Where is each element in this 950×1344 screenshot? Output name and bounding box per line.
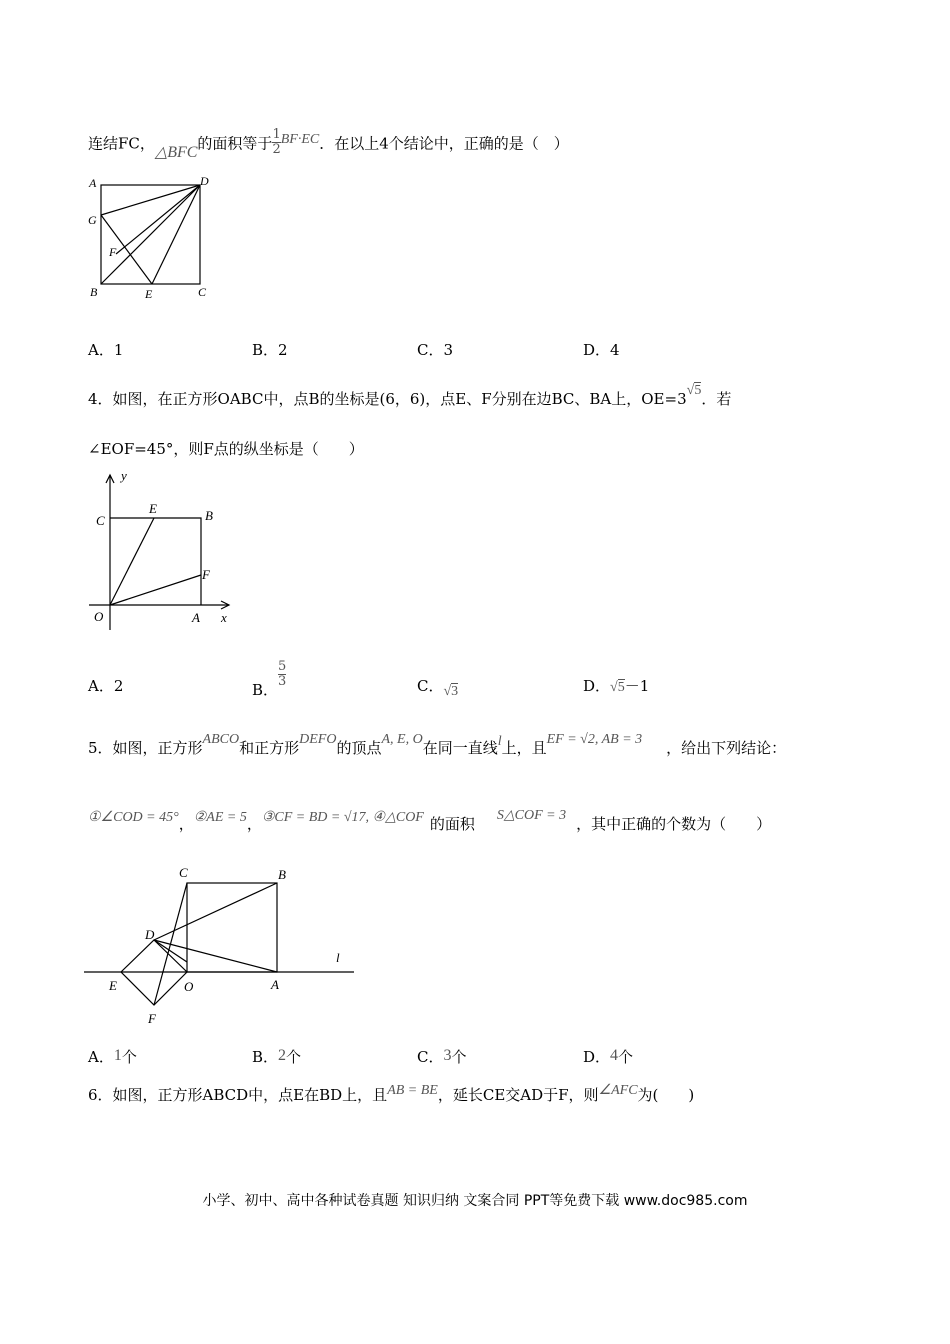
q6-line [88, 1085, 694, 1107]
q3-text-c: ．在以上4个结论中，正确的是（ ） [319, 134, 569, 153]
q5-text-5: 上，且 [501, 739, 547, 757]
q5-option-d [583, 1047, 633, 1068]
q3-option-c: C．3 [417, 341, 454, 359]
q4-option-c [417, 676, 458, 698]
q4-option-c-sqrt: √3 [443, 684, 459, 699]
q3-text-a: 连结FC， [88, 134, 155, 153]
q3-label-b: B [90, 285, 98, 299]
q5-text-1: 5．如图，正方形 [88, 739, 203, 757]
q5-defo: DEFO [299, 732, 337, 747]
q5-option-b-num: 2 [278, 1047, 287, 1064]
q5-label-l: l [336, 950, 340, 965]
q4-option-d-tail: －1 [624, 677, 650, 695]
q5-option-b [252, 1047, 301, 1068]
q5-line-l: l [497, 734, 502, 749]
q5-figure-squares [84, 858, 364, 1028]
q4-label-o: O [94, 609, 104, 624]
q5-abco: ABCO [202, 732, 240, 747]
q5-label-f: F [148, 1011, 156, 1026]
q4-option-d-value: 5 [617, 680, 625, 695]
q5-text-8: ，其中正确的个数为（ ） [576, 815, 772, 833]
q3-label-f: F [109, 245, 117, 259]
q5-label-d: D [145, 927, 155, 942]
q4-label-e: E [149, 501, 157, 516]
q3-label-d: D [200, 174, 209, 188]
q5-label-o: O [184, 979, 194, 994]
q5-option-a-num: 1 [113, 1047, 122, 1064]
q5-text-7: 的面积 [429, 815, 475, 833]
q5-conclusion-2: ②AE = 5 [193, 810, 247, 825]
q5-option-c [417, 1047, 467, 1068]
q5-text-2: 和正方形 [239, 739, 300, 757]
q5-label-e: E [109, 978, 117, 993]
q4-text-a: 4．如图，在正方形OABC中，点B的坐标是(6，6)，点E、F分别在边BC、BA上，OE=3 [88, 390, 687, 408]
q5-sep-2: ， [246, 815, 262, 833]
q4-sqrt5: √5 [686, 383, 702, 398]
q3-frac-num: 1 [272, 127, 281, 142]
q3-label-g: G [88, 213, 97, 227]
q5-option-d-num: 4 [610, 1047, 619, 1064]
q4-option-b-den: 3 [278, 674, 287, 689]
q6-angle: ∠AFC [598, 1083, 638, 1098]
q5-aeo: A, E, O [381, 732, 423, 747]
q5-option-b-prefix: B． [252, 1048, 279, 1066]
q6-condition: AB = BE [387, 1083, 438, 1098]
q5-conclusion-1: ①∠COD = 45° [88, 810, 179, 825]
q4-sqrt5-value: 5 [694, 383, 702, 398]
q4-line-2: ∠EOF=45°，则F点的纵坐标是（ ） [88, 440, 364, 458]
q3-text-line [88, 127, 569, 161]
q4-label-y: y [121, 468, 127, 483]
q4-figure-coordinate [84, 465, 244, 630]
q5-option-d-prefix: D． [583, 1048, 611, 1066]
q4-option-b-label: B． [252, 680, 279, 699]
q4-text-b: ．若 [701, 390, 732, 408]
q3-label-a: A [89, 176, 97, 190]
q3-option-b: B．2 [252, 341, 288, 359]
q3-label-c: C [198, 285, 207, 299]
q3-expr: BF·EC [280, 131, 320, 147]
q5-condition: EF = √2, AB = 3 [546, 732, 643, 747]
q3-triangle-bfc: △BFC [154, 143, 198, 161]
q5-sep-1: ， [178, 815, 194, 833]
q4-line-1 [88, 383, 732, 411]
q5-line-2 [88, 808, 772, 836]
q4-option-b-num: 5 [278, 659, 287, 674]
q5-option-c-prefix: C． [417, 1048, 444, 1066]
q5-conclusion-4: S△COF = 3 [496, 808, 567, 823]
q4-option-d [583, 676, 649, 698]
q5-option-a-prefix: A． [88, 1048, 114, 1066]
q4-label-f: F [202, 567, 210, 582]
q3-label-e: E [145, 287, 153, 301]
q4-option-b-fraction [278, 660, 286, 689]
q6-text-3: 为( ) [637, 1086, 695, 1104]
q4-label-b: B [205, 508, 213, 523]
q5-label-c: C [179, 865, 188, 880]
q3-frac-den: 2 [272, 142, 281, 157]
q3-option-d: D．4 [583, 341, 620, 359]
page-footer: 小学、初中、高中各种试卷真题 知识归纳 文案合同 PPT等免费下载 www.doc985.com [202, 1193, 748, 1209]
q4-option-c-value: 3 [451, 684, 459, 699]
q6-text-1: 6．如图，正方形ABCD中，点E在BD上，且 [88, 1086, 388, 1104]
q4-option-a: A．2 [88, 677, 124, 695]
q5-option-c-num: 3 [443, 1047, 452, 1064]
q4-option-b [252, 660, 286, 710]
q5-option-b-suffix: 个 [286, 1048, 302, 1066]
q3-option-a: A．1 [88, 341, 124, 359]
q5-option-a-suffix: 个 [121, 1048, 137, 1066]
q5-option-a [88, 1047, 137, 1068]
q5-line-1 [88, 732, 787, 760]
q5-conclusion-3: ③CF = BD = √17, ④△COF [261, 810, 424, 825]
q5-text-3: 的顶点 [336, 739, 382, 757]
q5-text-4: 在同一直线 [422, 739, 498, 757]
q4-option-c-label: C． [417, 677, 444, 695]
q5-label-a: A [271, 977, 279, 992]
q4-label-c: C [96, 513, 105, 528]
q4-option-d-sqrt: √5 [610, 680, 625, 695]
q3-fraction [272, 128, 280, 157]
q5-label-b: B [278, 867, 286, 882]
q5-text-6: ，给出下列结论： [666, 739, 787, 757]
q4-label-x: x [221, 610, 227, 625]
q3-figure-square [84, 172, 214, 302]
q4-label-a: A [192, 610, 200, 625]
q5-option-d-suffix: 个 [618, 1048, 634, 1066]
q6-text-2: ，延长CE交AD于F，则 [437, 1086, 599, 1104]
q3-text-b: 的面积等于 [197, 134, 273, 153]
q4-option-d-label: D． [583, 677, 611, 695]
q5-option-c-suffix: 个 [451, 1048, 467, 1066]
